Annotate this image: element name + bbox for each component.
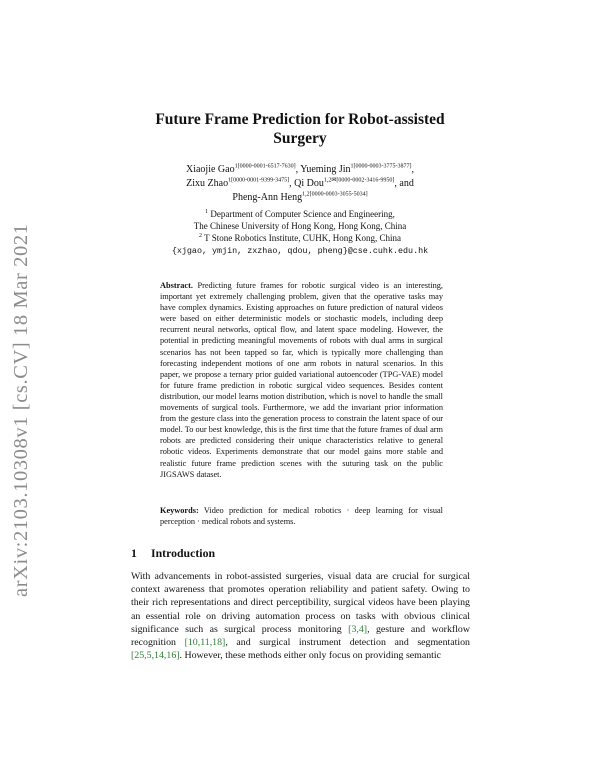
section-heading [131, 546, 215, 561]
arxiv-identifier-stamp: arXiv:2103.10308v1 [cs.CV] 18 Mar 2021 [10, 223, 32, 597]
author-orcid: 1,2[0000-0003-3055-5034] [302, 191, 368, 198]
introduction-paragraph [131, 570, 470, 662]
author-list [140, 163, 460, 205]
paragraph-text: , gesture and workflow recognition [131, 623, 471, 649]
paragraph-text: . However, these methods either only focus on providing semantic [179, 650, 442, 662]
author-orcid: 1,2✉[0000-0002-3416-9950] [323, 177, 395, 184]
affiliation-line: The Chinese University of Hong Kong, Hong Kong, China [193, 221, 407, 231]
paragraph-text: , and surgical instrument detection and segmentation [225, 637, 470, 649]
abstract-text: Predicting future frames for robotic surgical video is an interesting, important yet extremely challenging problem, given that the operative tasks may have complex dynamics. Existing approaches on future prediction of natural videos were based on either deterministic models or stochastic models, including deep recurrent neural networks, optical flow, and latent space modeling. However, the potential in predicting meaningful movements of robots with dual arms in surgical scenarios has not been tapped so far, which is typically more challenging than forecasting independent motions of one arm robots in natural scenarios. In this paper, we propose a ternary prior guided variational autoencoder (TPG-VAE) model for future frame prediction in robotic surgical video sequences. Besides content distribution, our model learns motion distribution, which is novel to handle the small movements of surgical tools. Furthermore, we add the invariant prior information from the gesture class into the generation process to constrain the latent space of our model. To our best knowledge, this is the first time that the future frames of dual arm robots are predicted considering their unique characteristics relative to general robotic videos. Experiments demonstrate that our model gains more stable and realistic future frame prediction scenes with the suturing task on the public JIGSAWS dataset. [160, 281, 444, 479]
citation-link[interactable]: [10,11,18] [184, 637, 226, 649]
author-name: Yueming Jin [300, 164, 351, 175]
section-number: 1 [131, 546, 137, 560]
author-name: Xiaojie Gao [185, 164, 235, 175]
citation-link[interactable]: [3,4] [348, 623, 368, 635]
keywords [160, 505, 443, 527]
paper-title: Future Frame Prediction for Robot-assisted Surgery [155, 111, 445, 147]
affiliation-line: T Stone Robotics Institute, CUHK, Hong Kong, China [204, 233, 401, 243]
abstract [160, 280, 443, 480]
author-separator: , [289, 178, 295, 189]
affiliations [160, 208, 440, 257]
section-title: Introduction [151, 546, 216, 560]
citation-link[interactable]: [25,5,14,16] [131, 650, 180, 662]
author-name: Qi Dou [294, 178, 324, 189]
author-separator: , [411, 164, 414, 175]
author-orcid: 1[0000-0001-6517-7630] [234, 163, 296, 170]
keywords-text: Video prediction for medical robotics · deep learning for visual perception · medical robots and systems. [160, 506, 443, 527]
affiliation-marker: 2 [199, 233, 203, 239]
paragraph-text: With advancements in robot-assisted surgeries, visual data are crucial for surgical context awareness that promotes operation reliability and patient safety. Owing to their rich representations and direct perceptibility, surgical videos have been playing an essential role on driving automation process on tasks with obvious clinical significance such as surgical process monitoring [131, 571, 470, 635]
author-name: Zixu Zhao [186, 178, 229, 189]
author-name: Pheng-Ann Heng [232, 192, 303, 203]
affiliation-line: Department of Computer Science and Engineering, [210, 209, 395, 219]
affiliation-marker: 1 [205, 209, 209, 215]
author-separator: , [295, 164, 301, 175]
keywords-label: Keywords: [160, 506, 199, 515]
author-orcid: 1[0000-0003-3775-3877] [350, 163, 412, 170]
email-list: {xjgao, ymjin, zxzhao, qdou, pheng}@cse.cuhk.edu.hk [171, 246, 429, 256]
abstract-label: Abstract. [160, 281, 193, 290]
author-separator: , and [394, 178, 414, 189]
author-orcid: 1[0000-0001-9399-3475] [228, 177, 290, 184]
